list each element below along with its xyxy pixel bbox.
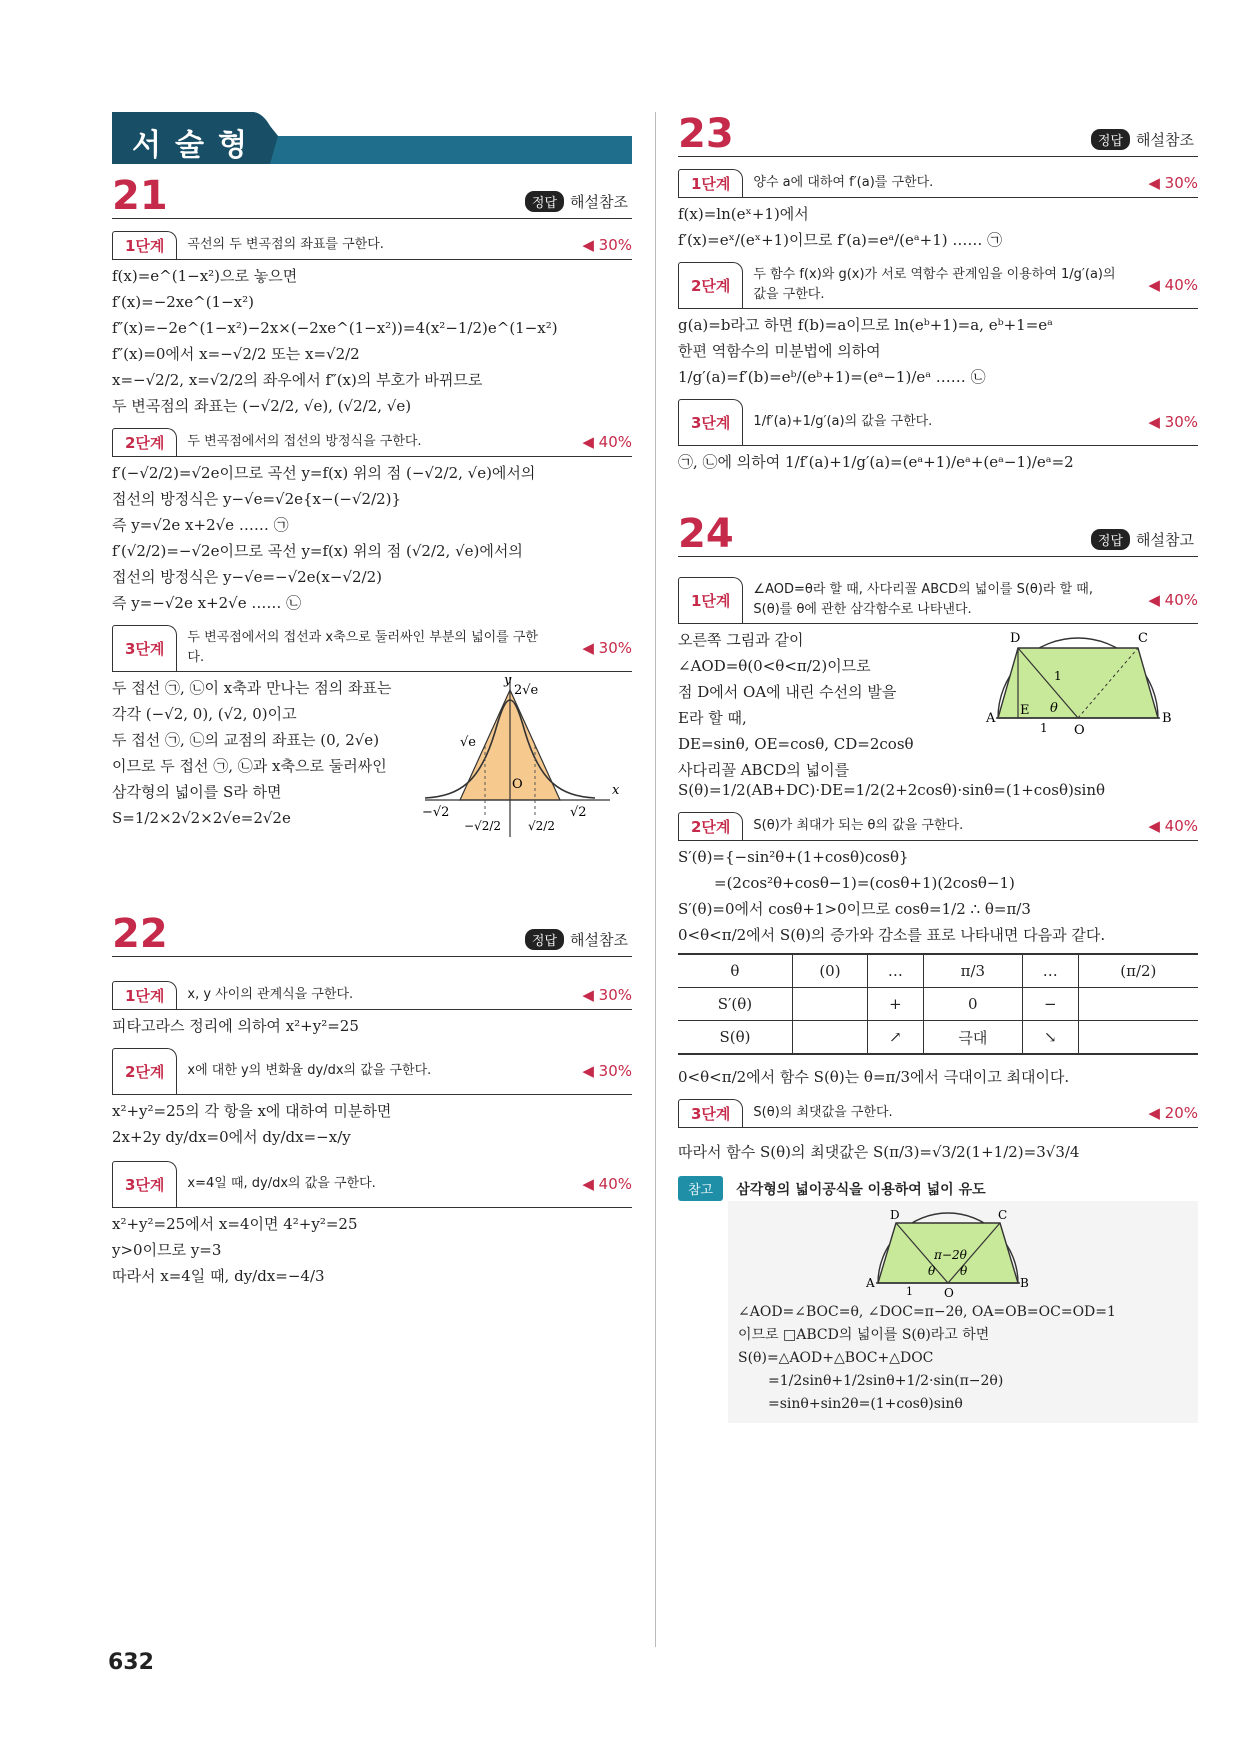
step-label: 2단계 [112,428,177,456]
table-cell: S(θ) [678,1021,792,1055]
step-percent: ◀ 40% [1148,817,1198,835]
origin-label: O [512,777,523,792]
step-percent: ◀ 40% [582,433,632,451]
answer-ref [1091,129,1194,150]
solution-line: ∠AOD=θ(0<θ<π/2)이므로 [678,657,871,675]
step-desc: 두 변곡점에서의 접선의 방정식을 구한다. [187,434,422,449]
step-label: 1단계 [112,981,177,1009]
solution-line: 2x+2y dy/dx=0에서 dy/dx=−x/y [112,1128,351,1146]
x-axis-label: x [612,783,620,798]
y-axis-label: y [504,673,512,688]
question-21-header [112,174,632,219]
question-number: 23 [678,111,734,157]
table-cell [792,1021,867,1055]
step-label: 1단계 [112,231,177,259]
solution-line: f″(x)=0에서 x=−√2/2 또는 x=√2/2 [112,345,360,363]
angle-theta-left: θ [928,1264,936,1278]
table-row [678,1021,1198,1055]
step-desc: 곡선의 두 변곡점의 좌표를 구한다. [187,237,384,252]
step-label: 2단계 [678,262,743,308]
note-line: ∠AOD=∠BOC=θ, ∠DOC=π−2θ, OA=OB=OC=OD=1 [738,1304,1116,1320]
solution-line: g(a)=b라고 하면 f(b)=a이므로 ln(eᵇ+1)=a, eᵇ+1=eᵃ [678,316,1053,334]
table-cell: 0 [923,988,1022,1021]
step-label: 3단계 [678,1099,743,1127]
question-22-header [112,912,632,957]
radius-label: 1 [906,1285,913,1298]
answer-text: 해설참고 [1136,531,1194,549]
table-cell [1078,1021,1198,1055]
solution-line: 한편 역함수의 미분법에 의하여 [678,342,881,360]
step-percent: ◀ 40% [1148,276,1198,294]
solution-line: =(2cos²θ+cosθ−1)=(cosθ+1)(2cosθ−1) [714,874,1015,892]
step-desc: x에 대한 y의 변화율 dy/dx의 값을 구한다. [187,1063,432,1078]
radius-label: 1 [1040,721,1048,735]
x-left-label: −√2 [422,805,450,820]
point-e: E [1020,703,1030,718]
radius-label-od: 1 [1054,669,1062,683]
step-1 [112,231,632,260]
inflection-y-label: √e [460,735,476,750]
step-3 [112,1161,632,1208]
solution-line: f′(x)=−2xe^(1−x²) [112,293,254,311]
solution-line: x=−√2/2, x=√2/2의 좌우에서 f″(x)의 부호가 바뀌므로 [112,371,483,389]
step-percent: ◀ 40% [582,1175,632,1193]
solution-line: f(x)=e^(1−x²)으로 놓으면 [112,267,298,285]
solution-line: 두 변곡점의 좌표는 (−√2/2, √e), (√2/2, √e) [112,397,412,415]
page-number: 632 [108,1650,154,1675]
step-1 [112,981,632,1010]
table-cell: … [868,954,924,988]
trapezoid-figure [978,628,1178,738]
table-row [678,954,1198,988]
answer-tag: 정답 [1091,129,1130,150]
table-cell: (0) [792,954,867,988]
note-title: 삼각형의 넓이공식을 이용하여 넓이 유도 [736,1182,986,1198]
step-desc: x=4일 때, dy/dx의 값을 구한다. [187,1176,376,1191]
solution-line: 삼각형의 넓이를 S라 하면 [112,783,282,801]
answer-tag: 정답 [525,191,564,212]
solution-line: x²+y²=25에서 x=4이면 4²+y²=25 [112,1215,358,1233]
step-percent: ◀ 30% [1148,413,1198,431]
table-cell: − [1022,988,1078,1021]
point-b: B [1162,711,1172,726]
solution-line: S=1/2×2√2×2√e=2√2e [112,809,291,827]
table-cell [1078,988,1198,1021]
banner-title: 서술형 [132,128,261,163]
solution-line: 따라서 함수 S(θ)의 최댓값은 S(π/3)=√3/2(1+1/2)=3√3/4 [678,1143,1080,1161]
step-percent: ◀ 20% [1148,1104,1198,1122]
solution-line: DE=sinθ, OE=cosθ, CD=2cosθ [678,735,914,753]
solution-line: 오른쪽 그림과 같이 [678,631,804,649]
step-label: 2단계 [112,1048,177,1094]
solution-line: 점 D에서 OA에 내린 수선의 발을 [678,683,897,701]
note-line: S(θ)=△AOD+△BOC+△DOC [738,1350,934,1366]
solution-line: S′(θ)=0에서 cosθ+1>0이므로 cosθ=1/2 ∴ θ=π/3 [678,900,1031,918]
half-left-label: −√2/2 [464,819,502,833]
solution-line: 피타고라스 정리에 의하여 x²+y²=25 [112,1017,359,1035]
x-right-label: √2 [570,805,587,820]
solution-line: f′(−√2/2)=√2e이므로 곡선 y=f(x) 위의 점 (−√2/2, √e)에서의 [112,464,536,482]
reference-note [678,1176,1198,1423]
solution-line: 접선의 방정식은 y−√e=√2e{x−(−√2/2)} [112,490,402,508]
half-right-label: √2/2 [528,819,555,833]
table-cell: S′(θ) [678,988,792,1021]
point-o: O [944,1286,954,1299]
step-label: 2단계 [678,812,743,840]
solution-line: S(θ)=1/2(AB+DC)·DE=1/2(2+2cosθ)·sinθ=(1+cosθ)sinθ [678,781,1106,799]
step-3 [678,399,1198,446]
step-desc: 두 함수 f(x)와 g(x)가 서로 역함수 관계임을 이용하여 1/g′(a)의 값을 구한다. [753,267,1116,302]
step-label: 3단계 [112,1161,177,1207]
step-desc: 두 변곡점에서의 접선과 x축으로 둘러싸인 부분의 넓이를 구한다. [187,630,538,665]
solution-line: 사다리꼴 ABCD의 넓이를 [678,761,850,779]
note-line: =1/2sinθ+1/2sinθ+1/2·sin(π−2θ) [768,1373,1004,1389]
table-cell [792,988,867,1021]
step-desc: x, y 사이의 관계식을 구한다. [187,987,354,1002]
step-2 [678,812,1198,841]
step-2 [678,262,1198,309]
step-percent: ◀ 40% [1148,591,1198,609]
step-percent: ◀ 30% [582,639,632,657]
question-number: 21 [112,173,168,219]
angle-theta: θ [1050,701,1058,716]
step-1-body [678,624,1198,779]
point-b: B [1020,1276,1029,1290]
table-cell: ↗ [868,1021,924,1055]
apex-label: 2√e [514,683,539,698]
table-cell: 극대 [923,1021,1022,1055]
solution-line: y>0이므로 y=3 [112,1241,222,1259]
increase-decrease-table [678,953,1198,1055]
solution-line: x²+y²=25의 각 항을 x에 대하여 미분하면 [112,1102,392,1120]
step-3 [678,1099,1198,1128]
step-percent: ◀ 30% [582,236,632,254]
section-banner [112,112,632,164]
column-divider [655,112,656,1647]
step-percent: ◀ 30% [1148,174,1198,192]
answer-text: 해설참조 [570,931,628,949]
point-d: D [1010,631,1021,646]
solution-line: f″(x)=−2e^(1−x²)−2x×(−2xe^(1−x²))=4(x²−1/2)e^(1−x²) [112,319,558,337]
step-label: 1단계 [678,577,743,623]
answer-text: 해설참조 [1136,131,1194,149]
left-column [112,112,632,1292]
table-cell: + [868,988,924,1021]
solution-line: ㉠, ㉡에 의하여 1/f′(a)+1/g′(a)=(eᵃ+1)/eᵃ+(eᵃ−1)/eᵃ=2 [678,453,1074,471]
note-line: 이므로 □ABCD의 넓이를 S(θ)라고 하면 [738,1327,990,1343]
table-cell: … [1022,954,1078,988]
step-2 [112,1048,632,1095]
answer-ref [525,929,628,950]
solution-line: S′(θ)={−sin²θ+(1+cosθ)cosθ} [678,848,909,866]
answer-ref [1091,529,1194,550]
question-23-header [678,112,1198,157]
table-row [678,988,1198,1021]
solution-line: 두 접선 ㉠, ㉡이 x축과 만나는 점의 좌표는 [112,679,392,697]
solution-line: E라 할 때, [678,709,747,727]
step-percent: ◀ 30% [582,1062,632,1080]
step-desc: S(θ)가 최대가 되는 θ의 값을 구한다. [753,818,964,833]
solution-line: 두 접선 ㉠, ㉡의 교점의 좌표는 (0, 2√e) [112,731,380,749]
question-number: 24 [678,511,734,557]
answer-tag: 정답 [1091,529,1130,550]
solution-line: 0<θ<π/2에서 함수 S(θ)는 θ=π/3에서 극대이고 최대이다. [678,1068,1070,1086]
point-o: O [1074,723,1085,738]
solution-line: 접선의 방정식은 y−√e=−√2e(x−√2/2) [112,568,382,586]
step-desc: ∠AOD=θ라 할 때, 사다리꼴 ABCD의 넓이를 S(θ)라 할 때, S(θ)를 θ에 관한 삼각함수로 나타낸다. [753,582,1093,617]
note-badge: 참고 [678,1176,723,1201]
answer-text: 해설참조 [570,193,628,211]
tangent-triangle-graph [420,672,620,842]
step-3-body [112,672,632,842]
step-desc: S(θ)의 최댓값을 구한다. [753,1105,893,1120]
table-cell: θ [678,954,792,988]
answer-tag: 정답 [525,929,564,950]
step-2 [112,428,632,457]
solution-line: 따라서 x=4일 때, dy/dx=−4/3 [112,1267,325,1285]
step-label: 1단계 [678,169,743,197]
note-body [728,1201,1198,1423]
point-c: C [1138,631,1148,646]
solution-line: f′(x)=eˣ/(eˣ+1)이므로 f′(a)=eᵃ/(eᵃ+1) …… ㉠ [678,231,1003,249]
solution-line: 각각 (−√2, 0), (√2, 0)이고 [112,705,297,723]
solution-line: f′(√2/2)=−√2e이므로 곡선 y=f(x) 위의 점 (√2/2, √e)에서의 [112,542,523,560]
step-desc: 양수 a에 대하여 f′(a)를 구한다. [753,175,934,190]
point-d: D [890,1208,900,1222]
question-number: 22 [112,911,168,957]
step-label: 3단계 [112,625,177,671]
table-cell: ↘ [1022,1021,1078,1055]
step-1 [678,169,1198,198]
solution-line: 0<θ<π/2에서 S(θ)의 증가와 감소를 표로 나타내면 다음과 같다. [678,926,1106,944]
angle-center: π−2θ [934,1248,967,1262]
step-label: 3단계 [678,399,743,445]
solution-line: 이므로 두 접선 ㉠, ㉡과 x축으로 둘러싸인 [112,757,387,775]
right-column [678,112,1198,1423]
solution-line: 즉 y=√2e x+2√e …… ㉠ [112,516,289,534]
table-cell: π/3 [923,954,1022,988]
answer-ref [525,191,628,212]
solution-line: 1/g′(a)=f′(b)=eᵇ/(eᵇ+1)=(eᵃ−1)/eᵃ …… ㉡ [678,368,986,386]
note-line: =sinθ+sin2θ=(1+cosθ)sinθ [768,1396,963,1412]
point-a: A [986,711,996,726]
question-24-header [678,512,1198,557]
solution-line: f(x)=ln(eˣ+1)에서 [678,205,809,223]
step-desc: 1/f′(a)+1/g′(a)의 값을 구한다. [753,414,933,429]
point-c: C [998,1208,1008,1222]
table-cell: (π/2) [1078,954,1198,988]
step-1 [678,577,1198,624]
step-3 [112,625,632,672]
point-a: A [866,1276,875,1290]
angle-theta-right: θ [960,1264,968,1278]
triangle-area-figure [848,1207,1048,1299]
solution-line: 즉 y=−√2e x+2√e …… ㉡ [112,594,302,612]
step-percent: ◀ 30% [582,986,632,1004]
